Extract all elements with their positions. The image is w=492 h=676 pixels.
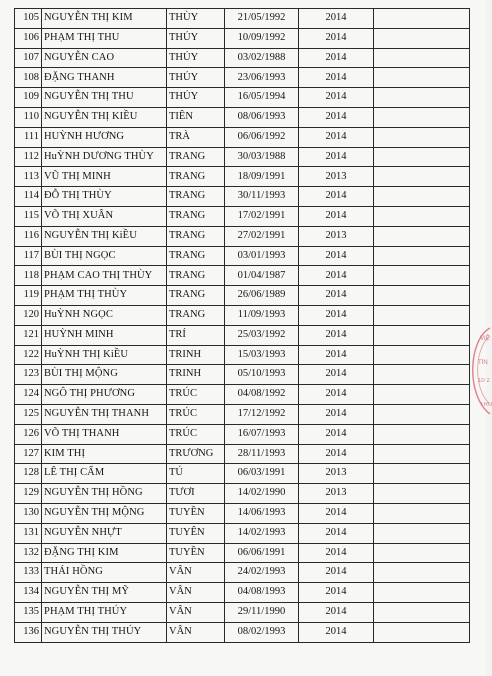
note-cell [374,523,470,543]
family-middle-name: NGUYỄN NHỰT [42,523,167,543]
note-cell [374,543,470,563]
table-row [15,523,470,543]
graduation-year: 2014 [299,286,374,306]
birth-date: 29/11/1990 [225,602,299,622]
family-middle-name: PHẠM CAO THỊ THÙY [42,266,167,286]
family-middle-name: NGUYỄN THỊ KIM [42,9,167,29]
graduation-year: 2013 [299,484,374,504]
note-cell [374,385,470,405]
note-cell [374,9,470,29]
note-cell [374,48,470,68]
family-middle-name: NGUYỄN THỊ THÚY [42,622,167,642]
given-name: TRANG [167,167,225,187]
note-cell [374,167,470,187]
table-row [15,583,470,603]
graduation-year: 2014 [299,9,374,29]
graduation-year: 2014 [299,563,374,583]
birth-date: 14/06/1993 [225,503,299,523]
family-middle-name: LÊ THỊ CẨM [42,464,167,484]
note-cell [374,226,470,246]
birth-date: 03/01/1993 [225,246,299,266]
graduation-year: 2014 [299,206,374,226]
birth-date: 11/09/1993 [225,305,299,325]
birth-date: 28/11/1993 [225,444,299,464]
family-middle-name: THÁI HỒNG [42,563,167,583]
graduation-year: 2014 [299,325,374,345]
birth-date: 06/06/1991 [225,543,299,563]
family-middle-name: NGUYỄN THỊ HỒNG [42,484,167,504]
given-name: TRÚC [167,424,225,444]
given-name: THỦY [167,68,225,88]
table-row [15,226,470,246]
given-name: TƯƠI [167,484,225,504]
family-middle-name: HuỲNH NGỌC [42,305,167,325]
note-cell [374,404,470,424]
note-cell [374,28,470,48]
row-number: 108 [15,68,42,88]
birth-date: 08/06/1993 [225,107,299,127]
note-cell [374,305,470,325]
row-number: 107 [15,48,42,68]
table-row [15,424,470,444]
given-name: VÂN [167,622,225,642]
given-name: TRANG [167,266,225,286]
table-row [15,88,470,108]
row-number: 112 [15,147,42,167]
given-name: TIÊN [167,107,225,127]
table-row [15,286,470,306]
note-cell [374,365,470,385]
row-number: 132 [15,543,42,563]
row-number: 110 [15,107,42,127]
family-middle-name: KIM THỊ [42,444,167,464]
given-name: VÂN [167,563,225,583]
birth-date: 15/03/1993 [225,345,299,365]
table-row [15,602,470,622]
note-cell [374,583,470,603]
graduation-year: 2014 [299,127,374,147]
table-row [15,444,470,464]
graduation-year: 2014 [299,187,374,207]
birth-date: 26/06/1989 [225,286,299,306]
graduation-year: 2014 [299,424,374,444]
graduation-year: 2014 [299,345,374,365]
graduation-year: 2014 [299,107,374,127]
row-number: 130 [15,503,42,523]
given-name: THỦY [167,48,225,68]
given-name: TRÚC [167,404,225,424]
row-number: 120 [15,305,42,325]
graduation-year: 2014 [299,622,374,642]
row-number: 127 [15,444,42,464]
student-roster-table [14,8,470,643]
given-name: TRANG [167,246,225,266]
table-row [15,503,470,523]
stamp-text: TỈN [478,360,488,366]
table-row [15,404,470,424]
given-name: TRANG [167,305,225,325]
given-name: TRINH [167,365,225,385]
table-row [15,127,470,147]
note-cell [374,602,470,622]
note-cell [374,107,470,127]
row-number: 122 [15,345,42,365]
given-name: TUYÊN [167,523,225,543]
note-cell [374,325,470,345]
row-number: 131 [15,523,42,543]
note-cell [374,424,470,444]
birth-date: 16/05/1994 [225,88,299,108]
row-number: 116 [15,226,42,246]
family-middle-name: NGUYỄN CAO [42,48,167,68]
given-name: TRANG [167,286,225,306]
birth-date: 17/12/1992 [225,404,299,424]
given-name: TRÀ [167,127,225,147]
row-number: 109 [15,88,42,108]
graduation-year: 2014 [299,88,374,108]
birth-date: 03/02/1988 [225,48,299,68]
birth-date: 08/02/1993 [225,622,299,642]
row-number: 133 [15,563,42,583]
birth-date: 24/02/1993 [225,563,299,583]
row-number: 119 [15,286,42,306]
birth-date: 27/02/1991 [225,226,299,246]
graduation-year: 2014 [299,246,374,266]
graduation-year: 2014 [299,48,374,68]
birth-date: 30/03/1988 [225,147,299,167]
table-row [15,385,470,405]
birth-date: 06/06/1992 [225,127,299,147]
note-cell [374,345,470,365]
family-middle-name: BÙI THỊ NGỌC [42,246,167,266]
birth-date: 14/02/1990 [225,484,299,504]
birth-date: 05/10/1993 [225,365,299,385]
note-cell [374,266,470,286]
table-row [15,48,470,68]
table-row [15,484,470,504]
given-name: TRINH [167,345,225,365]
birth-date: 04/08/1993 [225,583,299,603]
table-row [15,28,470,48]
given-name: TUYỀN [167,503,225,523]
row-number: 129 [15,484,42,504]
graduation-year: 2014 [299,365,374,385]
given-name: TRANG [167,206,225,226]
birth-date: 30/11/1993 [225,187,299,207]
graduation-year: 2014 [299,543,374,563]
row-number: 121 [15,325,42,345]
given-name: TUYỀN [167,543,225,563]
graduation-year: 2014 [299,602,374,622]
row-number: 125 [15,404,42,424]
row-number: 124 [15,385,42,405]
table-row [15,464,470,484]
family-middle-name: VŨ THỊ MINH [42,167,167,187]
row-number: 111 [15,127,42,147]
birth-date: 17/02/1991 [225,206,299,226]
row-number: 135 [15,602,42,622]
table-row [15,68,470,88]
birth-date: 10/09/1992 [225,28,299,48]
table-row [15,325,470,345]
given-name: TRÚC [167,385,225,405]
table-row [15,563,470,583]
graduation-year: 2013 [299,226,374,246]
table-row [15,9,470,29]
note-cell [374,187,470,207]
row-number: 114 [15,187,42,207]
roster-body [15,9,470,643]
graduation-year: 2014 [299,444,374,464]
row-number: 117 [15,246,42,266]
given-name: TRÍ [167,325,225,345]
birth-date: 01/04/1987 [225,266,299,286]
birth-date: 14/02/1993 [225,523,299,543]
row-number: 126 [15,424,42,444]
given-name: THÙY [167,9,225,29]
family-middle-name: VÕ THỊ XUÂN [42,206,167,226]
family-middle-name: ĐẶNG THỊ KIM [42,543,167,563]
row-number: 123 [15,365,42,385]
family-middle-name: ĐỖ THỊ THÙY [42,187,167,207]
birth-date: 16/07/1993 [225,424,299,444]
stamp-text: 10 2 [478,378,490,384]
given-name: VÂN [167,583,225,603]
note-cell [374,246,470,266]
row-number: 113 [15,167,42,187]
graduation-year: 2013 [299,167,374,187]
birth-date: 21/05/1992 [225,9,299,29]
table-row [15,167,470,187]
family-middle-name: PHẠM THỊ THÚY [42,602,167,622]
table-row [15,187,470,207]
family-middle-name: HuỲNH THỊ KiỀU [42,345,167,365]
family-middle-name: PHẠM THỊ THÙY [42,286,167,306]
graduation-year: 2013 [299,464,374,484]
table-row [15,147,470,167]
note-cell [374,484,470,504]
graduation-year: 2014 [299,583,374,603]
birth-date: 25/03/1992 [225,325,299,345]
family-middle-name: PHẠM THỊ THU [42,28,167,48]
table-row [15,543,470,563]
given-name: TRƯƠNG [167,444,225,464]
graduation-year: 2014 [299,523,374,543]
note-cell [374,444,470,464]
birth-date: 04/08/1992 [225,385,299,405]
table-row [15,246,470,266]
graduation-year: 2014 [299,404,374,424]
note-cell [374,503,470,523]
row-number: 115 [15,206,42,226]
given-name: TRANG [167,187,225,207]
family-middle-name: HUỲNH MINH [42,325,167,345]
note-cell [374,464,470,484]
row-number: 128 [15,464,42,484]
family-middle-name: NGUYỄN THỊ MỘNG [42,503,167,523]
note-cell [374,286,470,306]
table-row [15,622,470,642]
given-name: TRANG [167,226,225,246]
given-name: TRANG [167,147,225,167]
family-middle-name: NGÔ THỊ PHƯƠNG [42,385,167,405]
table-row [15,345,470,365]
family-middle-name: NGUYỄN THỊ MỸ [42,583,167,603]
family-middle-name: NGUYỄN THỊ KIỀU [42,107,167,127]
graduation-year: 2014 [299,147,374,167]
graduation-year: 2014 [299,503,374,523]
row-number: 106 [15,28,42,48]
table-row [15,305,470,325]
stamp-text: TRU [480,402,492,408]
table-row [15,365,470,385]
graduation-year: 2014 [299,266,374,286]
family-middle-name: BÙI THỊ MỘNG [42,365,167,385]
family-middle-name: HuỲNH DƯƠNG THÙY [42,147,167,167]
table-row [15,206,470,226]
birth-date: 06/03/1991 [225,464,299,484]
note-cell [374,127,470,147]
family-middle-name: NGUYỄN THỊ THANH [42,404,167,424]
graduation-year: 2014 [299,385,374,405]
given-name: VÂN [167,602,225,622]
given-name: THỦY [167,28,225,48]
row-number: 105 [15,9,42,29]
birth-date: 23/06/1993 [225,68,299,88]
graduation-year: 2014 [299,68,374,88]
note-cell [374,563,470,583]
graduation-year: 2014 [299,305,374,325]
family-middle-name: NGUYỄN THỊ KiỀU [42,226,167,246]
row-number: 134 [15,583,42,603]
family-middle-name: VÕ THỊ THANH [42,424,167,444]
family-middle-name: HUỲNH HƯƠNG [42,127,167,147]
note-cell [374,68,470,88]
family-middle-name: ĐẶNG THANH [42,68,167,88]
note-cell [374,206,470,226]
note-cell [374,88,470,108]
row-number: 118 [15,266,42,286]
given-name: THỦY [167,88,225,108]
note-cell [374,147,470,167]
family-middle-name: NGUYỄN THỊ THU [42,88,167,108]
birth-date: 18/09/1991 [225,167,299,187]
stamp-text: VIỆ [480,336,490,342]
table-row [15,266,470,286]
graduation-year: 2014 [299,28,374,48]
table-row [15,107,470,127]
given-name: TÚ [167,464,225,484]
row-number: 136 [15,622,42,642]
note-cell [374,622,470,642]
